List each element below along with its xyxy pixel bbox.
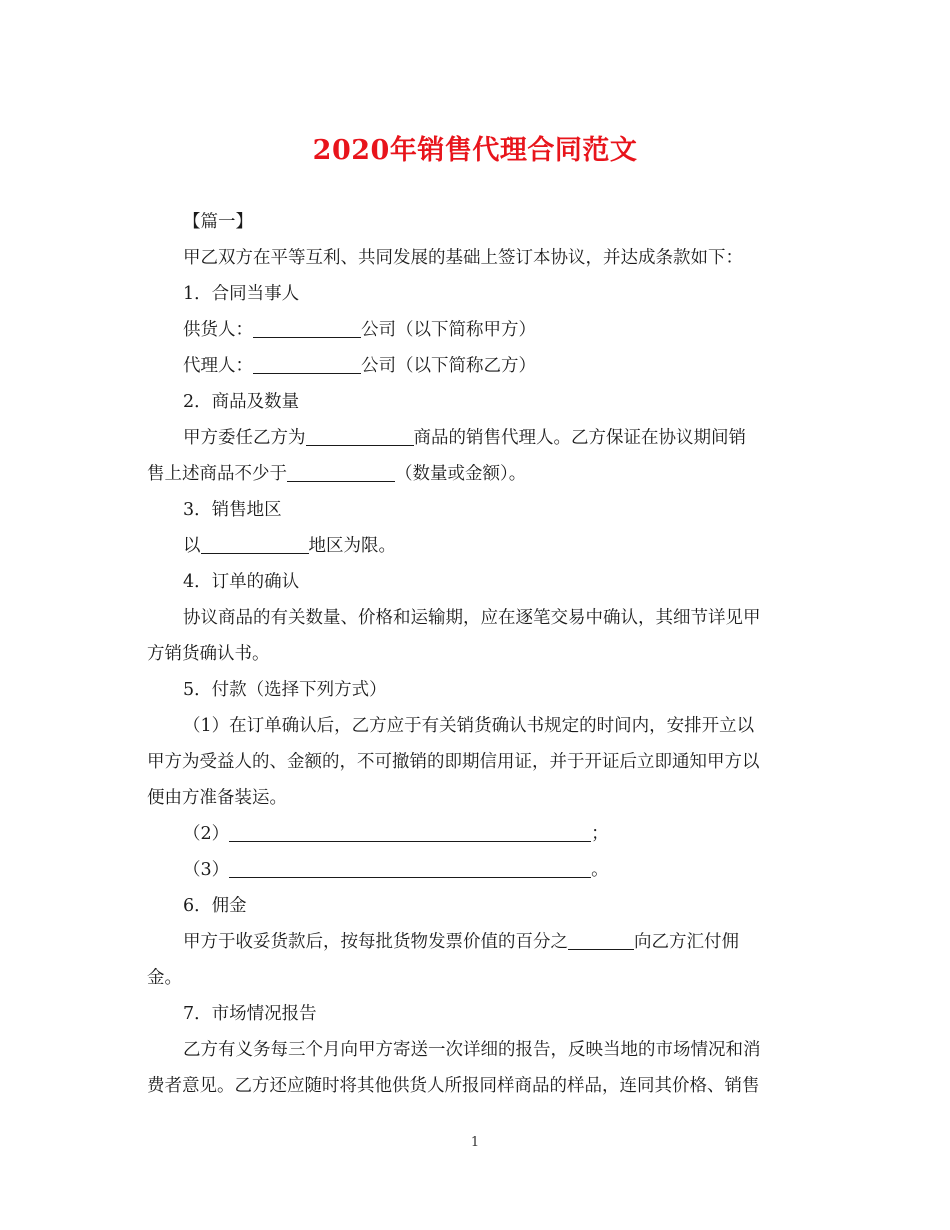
option-2-label: （2） — [183, 824, 230, 844]
heading-payment: 5．付款（选择下列方式） — [183, 680, 387, 700]
region-text-b: 地区为限。 — [308, 536, 396, 556]
goods-line-1 — [147, 420, 803, 456]
market-line-2: 费者意见。乙方还应随时将其他供货人所报同样商品的样品，连同其价格、销售 — [147, 1076, 760, 1096]
option-2-suffix: ； — [591, 824, 609, 844]
commission-line-1 — [147, 924, 803, 960]
commission-line-2: 金。 — [147, 968, 182, 988]
option-3-blank — [229, 855, 591, 878]
goods-text-a: 甲方委任乙方为 — [183, 428, 306, 448]
supplier-blank — [253, 315, 361, 338]
goods-blank — [306, 423, 414, 446]
document-body — [147, 204, 803, 1104]
heading-region: 3．销售地区 — [183, 500, 282, 520]
document-title: 2020年销售代理合同范文 — [312, 135, 638, 166]
quantity-blank — [287, 459, 395, 482]
option-3-label: （3） — [183, 860, 230, 880]
supplier-label: 供货人： — [183, 320, 253, 340]
commission-text-b: 向乙方汇付佣 — [634, 932, 739, 952]
region-text-a: 以 — [183, 536, 201, 556]
goods-text-b: 商品的销售代理人。乙方保证在协议期间销 — [413, 428, 746, 448]
payment-line-3: 便由方准备装运。 — [147, 788, 287, 808]
goods-line-2 — [147, 456, 803, 492]
payment-option-2 — [147, 816, 803, 852]
agent-suffix: 公司（以下简称乙方） — [361, 356, 536, 376]
supplier-line — [147, 312, 803, 348]
supplier-suffix: 公司（以下简称甲方） — [361, 320, 536, 340]
payment-option-3 — [147, 852, 803, 888]
market-line-1: 乙方有义务每三个月向甲方寄送一次详细的报告，反映当地的市场情况和消 — [183, 1040, 761, 1060]
quantity-text-a: 售上述商品不少于 — [147, 464, 287, 484]
order-line-2: 方销货确认书。 — [147, 644, 270, 664]
option-3-suffix: 。 — [591, 860, 609, 880]
region-blank — [201, 531, 309, 554]
region-line — [147, 528, 803, 564]
option-2-blank — [229, 819, 591, 842]
agent-label: 代理人： — [183, 356, 253, 376]
heading-market-report: 7．市场情况报告 — [183, 1004, 317, 1024]
heading-commission: 6．佣金 — [183, 896, 247, 916]
commission-text-a: 甲方于收妥货款后，按每批货物发票价值的百分之 — [183, 932, 568, 952]
agent-blank — [253, 351, 361, 374]
section-label: 【篇一】 — [183, 212, 253, 232]
payment-line-1: （1）在订单确认后，乙方应于有关销货确认书规定的时间内，安排开立以 — [183, 716, 755, 736]
intro-paragraph: 甲乙双方在平等互利、共同发展的基础上签订本协议，并达成条款如下： — [183, 248, 743, 268]
order-line-1: 协议商品的有关数量、价格和运输期，应在逐笔交易中确认，其细节详见甲 — [183, 608, 761, 628]
page-number: 1 — [470, 1135, 480, 1150]
heading-parties: 1．合同当事人 — [183, 284, 300, 304]
agent-line — [147, 348, 803, 384]
commission-blank — [568, 927, 634, 950]
heading-goods: 2．商品及数量 — [183, 392, 300, 412]
quantity-text-b: （数量或金额）。 — [395, 464, 527, 484]
payment-line-2: 甲方为受益人的、金额的，不可撤销的即期信用证，并于开证后立即通知甲方以 — [147, 752, 760, 772]
heading-order: 4．订单的确认 — [183, 572, 300, 592]
